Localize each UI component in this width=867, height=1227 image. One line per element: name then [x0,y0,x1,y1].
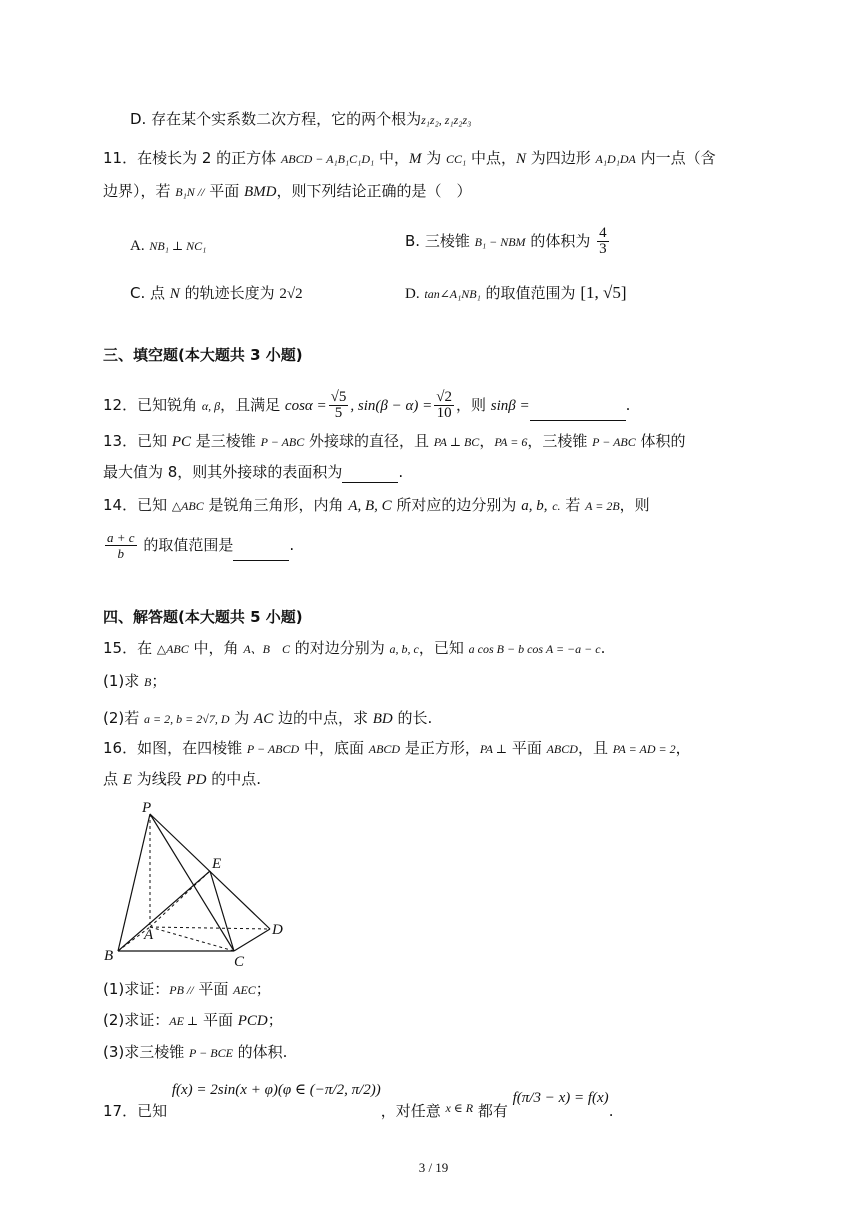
q16-base: ABCD [546,742,578,756]
fraction-denominator: 3 [599,241,607,257]
q11-bmd: BMD [244,184,277,200]
q11-option-d-label: D. [405,286,420,302]
q11-text: 中点， [466,149,516,167]
q16-text: 为线段 [131,770,187,788]
q13-line1 [103,430,686,453]
q16-text: ， [675,739,691,757]
q11-quad: A₁D₁DA [595,152,636,166]
q16-base: ABCD [368,742,401,756]
q13-answer-blank[interactable] [342,466,398,483]
q12-vars: α, β [201,399,221,413]
section-4-heading: 四、解答题(本大题共 5 小题) [103,608,303,626]
q16-e: E [122,772,132,788]
q11-text: 11．在棱长为 2 的正方体 [103,149,281,167]
q17-text: 都有 [473,1102,513,1120]
q16-part2-text: 平面 [198,1011,238,1029]
q16-text: 16．如图，在四棱锥 [103,739,247,757]
fraction-numerator: 4 [599,225,607,241]
q12-answer-blank[interactable] [530,404,626,421]
q16-equation: PA = AD = 2 [612,742,676,756]
q12-text: 12．已知锐角 [103,396,202,414]
q12-sin-fraction [434,390,454,421]
q15-part2-text: (2)若 [103,709,145,727]
q16-part2-text: (2)求证： [103,1011,170,1029]
q14-triangle: △ABC [171,499,204,513]
q14-sides: a, b, [521,498,548,514]
q13-pc: PC [171,434,192,450]
q15-text: . [600,639,606,657]
q13-text: ，三棱锥 [527,432,593,450]
q14-line1 [103,494,650,517]
q12-sin: , sin(β − α) = [350,398,433,414]
page-number: 3 / 19 [418,1160,449,1175]
q13-line2 [103,461,403,483]
q13-text: 是三棱锥 [191,432,261,450]
q14-text: 所对应的边分别为 [391,496,522,514]
q12-text: ，则 [455,396,491,414]
q11-option-c-label: C. 点 [130,284,170,302]
fraction-denominator: 10 [436,405,452,421]
q15-part2-vars: a = 2, b = 2√7, D [144,712,230,726]
q11-option-b-label: B. 三棱锥 [405,232,475,250]
q14-answer-blank[interactable] [233,544,289,561]
q16-part3-math: P − BCE [189,1046,233,1060]
q13-pabc: P − ABC [592,435,636,449]
q11-text: ，则下列结论正确的是（ ） [276,182,472,200]
q16-text: ，且 [577,739,613,757]
q16-part2-text: ； [267,1011,283,1029]
q13-text: 最大值为 8，则其外接球的表面积为 [103,463,343,481]
q12-text: ，且满足 [220,396,285,414]
q17 [103,1082,614,1123]
q15-text: 中，角 [188,639,244,657]
label-p: P [142,800,152,816]
q16-part1 [103,978,271,1001]
q10-option-d-text: D. 存在某个实系数二次方程，它的两个根为 [130,110,422,128]
q15-part2 [103,707,432,730]
q15-text: ，已知 [418,639,469,657]
q17-domain: x ∈ R [445,1101,474,1115]
section-3-heading: 三、填空题(本大题共 3 小题) [103,346,303,364]
q11-m: M [408,151,422,167]
q14-line2 [103,530,294,561]
q16-pyramid: P − ABCD [246,742,300,756]
q13-text: . [398,463,404,481]
q11-text: 边界），若 [103,182,176,200]
q16-text: 是正方形， [400,739,480,757]
q17-condition: (φ ∈ (−π/2, π/2)) [277,1082,381,1098]
fraction-numerator: √5 [330,389,347,405]
q15-part1-text: (1)求 [103,672,145,690]
q12-cos: cosα = [284,398,327,414]
q11-text: 内一点（含 [635,149,716,167]
q11-n: N [515,151,526,167]
q15-angles: A、B C [243,642,290,656]
q11-option-b-math: B₁ − NBM [474,235,526,249]
q14-text: 14．已知 [103,496,172,514]
edge-ad-hidden [150,927,270,929]
q16-part3-text: 的体积. [232,1043,288,1061]
q14-text: 是锐角三角形，内角 [203,496,349,514]
label-e: E [212,856,222,872]
q16-pd: PD [186,772,207,788]
q13-text: 13．已知 [103,432,172,450]
q15-part2-text: 的长. [392,709,433,727]
q16-part1-math: PB // [169,983,194,997]
q11-cc1: CC₁ [446,152,467,166]
q17-text: 17．已知 [103,1102,172,1120]
edge-cd [234,929,270,951]
q12-text: . [625,396,631,414]
q11-option-c-text: 的轨迹长度为 [179,284,280,302]
q11-option-b-text: 的体积为 [525,232,596,250]
label-b: B [104,948,114,964]
q11-option-d [405,282,626,305]
fraction-denominator: b [117,546,125,561]
q11-line2 [103,180,472,203]
q16-part2-plane: PCD [237,1013,268,1029]
q11-text: 中， [374,149,409,167]
q11-option-b [405,226,611,257]
q15-part2-text: 边的中点，求 [273,709,373,727]
q16-part2 [103,1009,283,1032]
q11-option-c-value: 2√2 [279,286,303,302]
q11-option-c-n: N [169,286,180,302]
fraction-denominator: 5 [334,405,343,421]
label-c: C [234,954,245,970]
q11-option-a-math: NB₁ ⊥ NC₁ [149,239,207,253]
q15-triangle: △ABC [156,642,189,656]
q16-line1 [103,737,691,760]
q16-perp: PA ⊥ [479,742,508,756]
q13-text: 外接球的直径，且 [304,432,434,450]
q12 [103,390,630,421]
q11-option-a [130,234,206,257]
q13-pabc: P − ABC [260,435,305,449]
q11-option-d-math: tan∠A₁NB₁ [424,287,481,301]
q16-part1-text: ； [255,980,271,998]
q16-part1-text: 平面 [193,980,234,998]
q13-text: 体积的 [635,432,686,450]
q14-text: 的取值范围是 [138,536,234,554]
q16-part1-text: (1)求证： [103,980,170,998]
pyramid-figure [100,798,300,970]
q11-line1 [103,147,716,170]
q14-angles: A, B, C [348,498,392,514]
q17-text: . [608,1102,614,1120]
q11-option-d-value: [1, √5] [580,283,627,302]
q17-text: ，对任意 [380,1102,446,1120]
q13-text: ， [479,432,495,450]
q15-text: 的对边分别为 [289,639,390,657]
q16-text: 平面 [507,739,547,757]
q10-option-d-math: z₁z₂, z₁z₂z₃ [421,113,472,127]
q14-text: 若 [560,496,586,514]
q11-option-d-text: 的取值范围为 [480,284,581,302]
q10-option-d [130,108,471,131]
q11-option-c [130,282,303,305]
q15-ac: AC [254,711,274,727]
q15-text: 15．在 [103,639,157,657]
q14-text: ，则 [619,496,650,514]
q14-fraction [105,530,137,561]
q13-perp: PA ⊥ BC [433,435,480,449]
q11-cube: ABCD − A₁B₁C₁D₁ [280,152,375,166]
q12-target: sinβ = [490,398,530,414]
q16-part2-math: AE ⊥ [169,1014,199,1028]
q16-text: 中，底面 [299,739,369,757]
q15-sides: a, b, c [389,642,419,656]
q15-equation: a cos B − b cos A = −a − c [468,642,601,656]
label-a: A [144,927,154,943]
q16-part3-text: (3)求三棱锥 [103,1043,190,1061]
q17-equation: f(π/3 − x) = f(x) [512,1090,609,1106]
q11-option-a-label: A. [130,238,145,254]
q16-part1-plane: AEC [233,983,256,997]
q14-text: . [289,536,295,554]
q11-option-b-fraction [597,226,609,257]
q12-cos-fraction [329,390,349,421]
fraction-numerator: a + c [107,530,135,545]
q16-part3 [103,1041,287,1064]
q15-part1 [103,670,166,693]
label-d: D [272,922,283,938]
q14-side-c: c. [552,499,561,513]
q11-text: 平面 [204,182,245,200]
q11-text: 为四边形 [525,149,596,167]
q15-part1-var: B [144,675,152,689]
q17-function: f(x) = 2sin(x + φ) [171,1082,278,1098]
q11-b1n: B₁N // [175,185,205,199]
q11-text: 为 [421,149,446,167]
q15-part1-text: ； [151,672,167,690]
q16-text: 点 [103,770,123,788]
q15-line1 [103,637,605,660]
q13-pa: PA = 6 [494,435,528,449]
q15-bd: BD [372,711,393,727]
q15-part2-text: 为 [229,709,255,727]
q14-condition: A = 2B [585,499,620,513]
q16-text: 的中点. [206,770,262,788]
fraction-numerator: √2 [436,389,452,405]
segment-be [118,871,210,951]
q16-line2 [103,768,261,791]
